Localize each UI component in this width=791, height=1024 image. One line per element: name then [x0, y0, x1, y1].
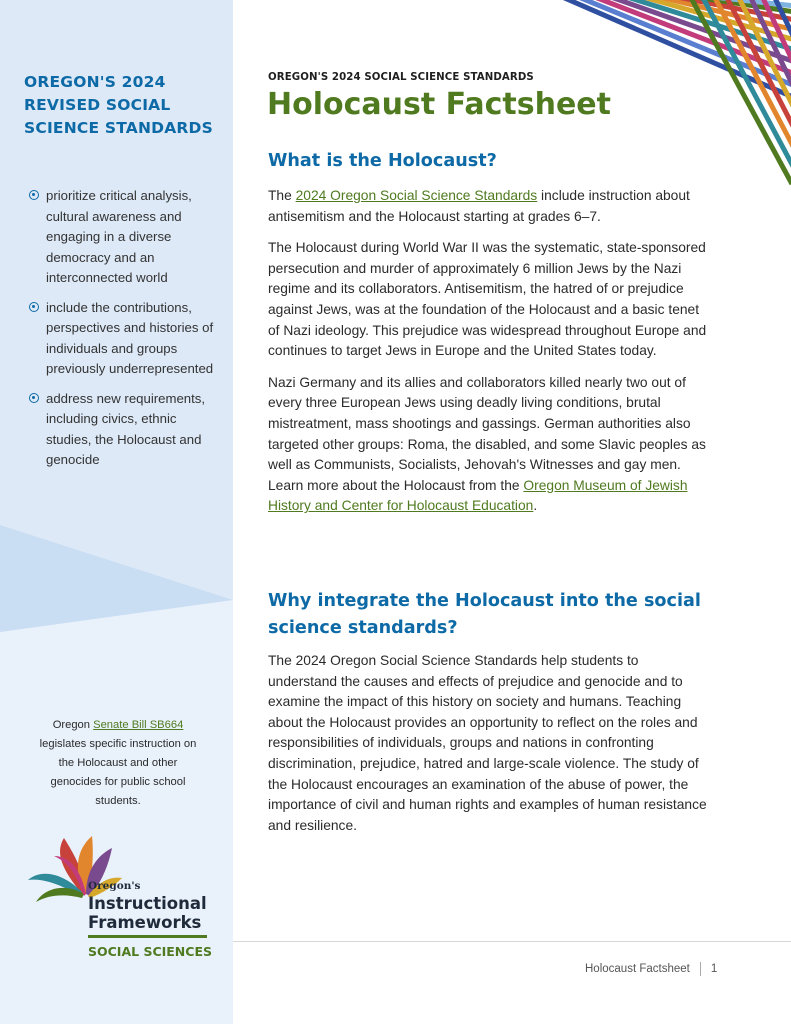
p1-suffix: include instruction about antisemitism and the Holocaust starting at grades 6–7. [268, 188, 690, 224]
museum-link[interactable]: Oregon Museum of Jewish History and Center for Holocaust Education [268, 477, 688, 514]
list-item [29, 389, 219, 471]
footer-label: Holocaust Factsheet [585, 963, 690, 975]
senate-bill-link[interactable]: Senate Bill SB664 [93, 719, 184, 731]
sidebar-list [29, 186, 219, 480]
logo-instructional-frameworks: Instructional Frameworks [88, 894, 207, 932]
p3-prefix: Nazi Germany and its allies and collaborators killed nearly two out of every three European Jews using deadly living conditions, brutal mistreatment, mass shootings and gassings. German authorities also targeted other groups: Roma, the disabled, and some Slavic peoples as well as Communists, Socialists, Jehovah's Witnesses and gay men. Learn more about the Holocaust from the [268, 374, 706, 493]
logo-underline [88, 935, 207, 938]
p1-prefix: The [268, 188, 296, 203]
p3-suffix: . [533, 498, 538, 514]
page-title: Holocaust Factsheet [267, 87, 611, 122]
sidebar-title: OREGON'S 2024 REVISED SOCIAL SCIENCE STANDARDS [24, 73, 213, 137]
eyebrow-label: OREGON'S 2024 SOCIAL SCIENCE STANDARDS [268, 72, 534, 83]
note-suffix: legislates specific instruction on the Holocaust and other genocides for public school students. [39, 738, 197, 807]
circle-bullet-icon [29, 302, 39, 312]
paragraph: The 2024 Oregon Social Science Standards help students to understand the causes and effects of prejudice and genocide and to examine the impact of this history on society and humans. Teaching about the Holocaust provides an opportunity to reflect on the roles and responsibilities of individuals, groups and nations in confronting discrimination, prejudice, hatred and large-scale violence. The study of the Holocaust encourages an examination of the abuse of power, the importance of civil and human rights and examples of human resistance and resilience. [268, 653, 707, 833]
note-prefix: Oregon [52, 719, 94, 731]
paragraph: The Holocaust during World War II was the systematic, state-sponsored persecution and murder of approximately 6 million Jews by the Nazi regime and its collaborators. Antisemitism, the hatred of or prejudice against Jews, was at the foundation of the Holocaust and a basic tenet of Nazi ideology. This prejudice was widespread throughout Europe and continues to target Jews in Europe and the United States today. [268, 240, 707, 359]
list-item [29, 298, 219, 380]
page-footer [585, 962, 717, 976]
list-item-text: include the contributions, perspectives and histories of individuals and groups previously underrepresented [46, 299, 214, 376]
standards-link[interactable]: 2024 Oregon Social Science Standards [295, 188, 538, 203]
footer-separator [700, 962, 701, 976]
logo-oregons: Oregon's [88, 880, 141, 892]
circle-bullet-icon [29, 190, 39, 200]
paragraph [268, 373, 708, 517]
sidebar [0, 0, 233, 1024]
section-heading-why-integrate: Why integrate the Holocaust into the social science standards? [268, 591, 701, 638]
paragraph [268, 186, 708, 227]
section-body-what-is [268, 186, 708, 528]
page-number: 1 [710, 963, 718, 975]
sidebar-note [32, 716, 204, 811]
section-heading-what-is: What is the Holocaust? [268, 151, 497, 171]
list-item-text: address new requirements, including civics, ethnic studies, the Holocaust and genocide [46, 390, 206, 467]
circle-bullet-icon [29, 393, 39, 403]
section-body-why-integrate [268, 651, 708, 847]
instructional-frameworks-logo [24, 832, 224, 982]
footer-divider [233, 941, 791, 942]
list-item-text: prioritize critical analysis, cultural awareness and engaging in a diverse democracy and an interconnected world [46, 188, 192, 285]
list-item [29, 186, 219, 289]
logo-social-sciences: SOCIAL SCIENCES [88, 944, 212, 959]
